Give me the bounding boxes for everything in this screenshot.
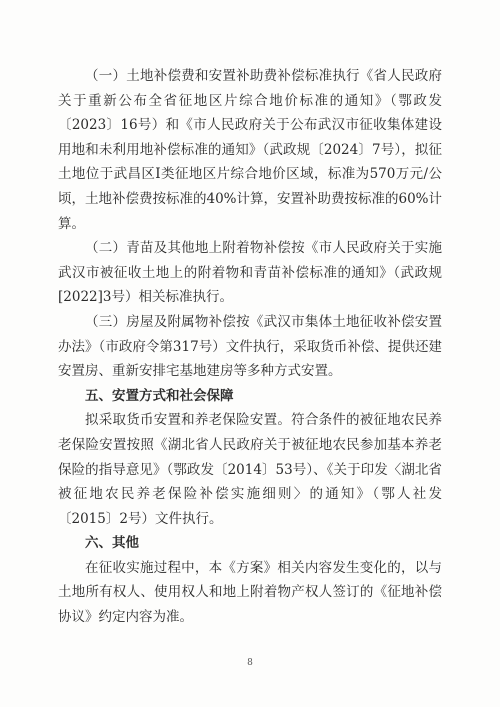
page-number: 8: [247, 658, 253, 668]
paragraph-crops-attachments: （二）青苗及其他地上附着物补偿按《市人民政府关于实施武汉市被征收土地上的附着物和青苗补偿标准的通知》（武政规[2022]3号）相关标准执行。: [58, 240, 442, 306]
paragraph-land-compensation: （一）土地补偿费和安置补助费补偿标准执行《省人民政府关于重新公布全省征地区片综合地价标准的通知》（鄂政发〔2023〕16号）和《市人民政府关于公布武汉市征收集体建设用地和未利用地补偿标准的通知》（武政规〔2024〕7号），拟征土地位于武昌区Ⅰ类征地区片综合地价区域，标准为570万元/公顷，土地补偿费按标准的40%计算，安置补助费按标准的60%计算。: [58, 68, 443, 232]
section-heading-resettlement: 五、安置方式和社会保障: [85, 387, 234, 404]
paragraph-other: 在征收实施过程中，本《方案》相关内容发生变化的，以与土地所有权人、使用权人和地上附着物产权人签订的《征地补偿协议》约定内容为准。: [58, 559, 442, 626]
section-heading-other: 六、其他: [85, 535, 139, 552]
paragraph-housing-compensation: （三）房屋及附属物补偿按《武汉市集体土地征收补偿安置办法》（市政府令第317号）文件执行，采取货币补偿、提供还建安置房、重新安排宅基地建房等多种方式安置。: [58, 313, 442, 380]
paragraph-resettlement-insurance: 拟采取货币安置和养老保险安置。符合条件的被征地农民养老保险安置按照《湖北省人民政府关于被征地农民参加基本养老保险的指导意见》（鄂政发〔2014〕53号）、《关于印发〈湖北省被征地农民养老保险补偿实施细则〉的通知》（鄂人社发〔2015〕2号）文件执行。: [58, 412, 442, 527]
document-body: [58, 64, 442, 630]
